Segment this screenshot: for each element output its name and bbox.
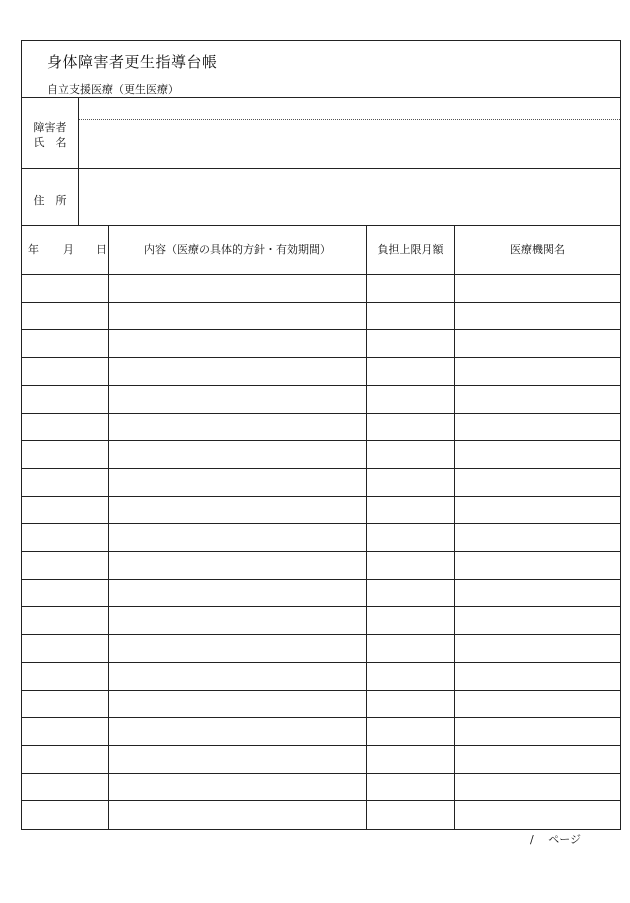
content-cell[interactable] (109, 580, 366, 608)
content-cell[interactable] (109, 414, 366, 442)
table-row (22, 413, 620, 442)
table-row (22, 745, 620, 774)
name-field[interactable] (80, 121, 618, 166)
date-cell[interactable] (22, 552, 108, 580)
institution-cell[interactable] (455, 580, 620, 608)
date-cell[interactable] (22, 635, 108, 663)
label-column-divider (78, 97, 79, 225)
table-row (22, 773, 620, 802)
limit-cell[interactable] (367, 497, 454, 525)
header-month: 月 (63, 243, 74, 256)
date-cell[interactable] (22, 524, 108, 552)
table-row (22, 800, 620, 829)
institution-cell[interactable] (455, 469, 620, 497)
institution-cell[interactable] (455, 330, 620, 358)
limit-cell[interactable] (367, 635, 454, 663)
limit-cell[interactable] (367, 552, 454, 580)
date-cell[interactable] (22, 303, 108, 331)
institution-cell[interactable] (455, 414, 620, 442)
date-cell[interactable] (22, 275, 108, 303)
table-row (22, 579, 620, 608)
limit-cell[interactable] (367, 691, 454, 719)
date-cell[interactable] (22, 663, 108, 691)
date-cell[interactable] (22, 441, 108, 469)
date-cell[interactable] (22, 469, 108, 497)
date-cell[interactable] (22, 497, 108, 525)
institution-cell[interactable] (455, 358, 620, 386)
limit-cell[interactable] (367, 275, 454, 303)
table-row (22, 302, 620, 331)
header-day: 日 (96, 243, 107, 256)
date-cell[interactable] (22, 801, 108, 829)
table-row (22, 329, 620, 358)
institution-cell[interactable] (455, 497, 620, 525)
content-cell[interactable] (109, 469, 366, 497)
date-cell[interactable] (22, 358, 108, 386)
content-cell[interactable] (109, 774, 366, 802)
institution-cell[interactable] (455, 691, 620, 719)
header-year: 年 (28, 243, 39, 256)
header-content: 内容（医療の具体的方針・有効期間） (144, 243, 331, 256)
table-row (22, 385, 620, 414)
page-footer: / ページ (530, 833, 581, 846)
date-cell[interactable] (22, 607, 108, 635)
institution-cell[interactable] (455, 607, 620, 635)
content-cell[interactable] (109, 330, 366, 358)
table-row (22, 523, 620, 552)
limit-cell[interactable] (367, 303, 454, 331)
limit-cell[interactable] (367, 441, 454, 469)
table-row (22, 468, 620, 497)
institution-cell[interactable] (455, 441, 620, 469)
date-cell[interactable] (22, 691, 108, 719)
address-label: 住 所 (33, 194, 67, 207)
limit-cell[interactable] (367, 746, 454, 774)
limit-cell[interactable] (367, 358, 454, 386)
form-subtitle: 自立支援医療（更生医療） (47, 83, 179, 96)
content-cell[interactable] (109, 663, 366, 691)
content-cell[interactable] (109, 386, 366, 414)
content-cell[interactable] (109, 524, 366, 552)
limit-cell[interactable] (367, 663, 454, 691)
content-cell[interactable] (109, 801, 366, 829)
institution-cell[interactable] (455, 635, 620, 663)
limit-cell[interactable] (367, 801, 454, 829)
furigana-line (78, 119, 620, 120)
content-cell[interactable] (109, 441, 366, 469)
content-cell[interactable] (109, 718, 366, 746)
date-cell[interactable] (22, 386, 108, 414)
content-cell[interactable] (109, 358, 366, 386)
date-cell[interactable] (22, 330, 108, 358)
institution-cell[interactable] (455, 663, 620, 691)
institution-cell[interactable] (455, 774, 620, 802)
table-row (22, 551, 620, 580)
institution-cell[interactable] (455, 718, 620, 746)
content-cell[interactable] (109, 303, 366, 331)
limit-cell[interactable] (367, 330, 454, 358)
limit-cell[interactable] (367, 414, 454, 442)
date-cell[interactable] (22, 746, 108, 774)
name-label-line1: 障害者 (33, 121, 67, 134)
table-row (22, 634, 620, 663)
limit-cell[interactable] (367, 718, 454, 746)
divider (22, 225, 620, 226)
content-cell[interactable] (109, 275, 366, 303)
form-title: 身体障害者更生指導台帳 (47, 53, 218, 71)
header-limit: 負担上限月額 (377, 243, 444, 256)
limit-cell[interactable] (367, 580, 454, 608)
limit-cell[interactable] (367, 469, 454, 497)
table-row (22, 606, 620, 635)
table-row (22, 440, 620, 469)
content-cell[interactable] (109, 607, 366, 635)
limit-cell[interactable] (367, 607, 454, 635)
date-cell[interactable] (22, 774, 108, 802)
ledger-form (21, 40, 621, 830)
limit-cell[interactable] (367, 774, 454, 802)
header-institution: 医療機関名 (510, 243, 565, 256)
limit-cell[interactable] (367, 524, 454, 552)
table-row (22, 662, 620, 691)
content-cell[interactable] (109, 746, 366, 774)
name-label-line2: 氏 名 (33, 136, 67, 149)
institution-cell[interactable] (455, 524, 620, 552)
address-field[interactable] (80, 170, 618, 224)
institution-cell[interactable] (455, 275, 620, 303)
table-row (22, 496, 620, 525)
date-cell[interactable] (22, 718, 108, 746)
institution-cell[interactable] (455, 386, 620, 414)
content-cell[interactable] (109, 552, 366, 580)
divider (22, 97, 620, 98)
table-row (22, 717, 620, 746)
content-cell[interactable] (109, 691, 366, 719)
institution-cell[interactable] (455, 552, 620, 580)
content-cell[interactable] (109, 497, 366, 525)
institution-cell[interactable] (455, 303, 620, 331)
divider (22, 168, 620, 169)
limit-cell[interactable] (367, 386, 454, 414)
institution-cell[interactable] (455, 801, 620, 829)
table-row (22, 357, 620, 386)
content-cell[interactable] (109, 635, 366, 663)
table-row (22, 690, 620, 719)
institution-cell[interactable] (455, 746, 620, 774)
table-row (22, 274, 620, 303)
date-cell[interactable] (22, 580, 108, 608)
date-cell[interactable] (22, 414, 108, 442)
